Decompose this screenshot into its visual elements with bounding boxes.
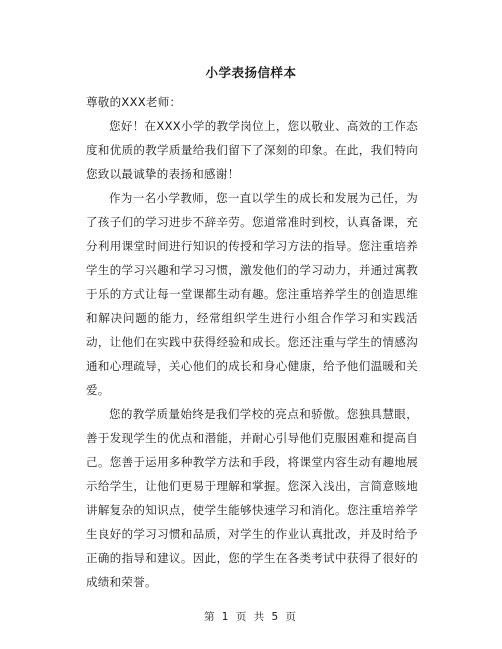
paragraph-greeting: 您好！在XXX小学的教学岗位上，您以敬业、高效的工作态度和优质的教学质量给我们留下了深刻的印象。在此，我们特向您致以最诚挚的表扬和感谢！: [86, 119, 418, 181]
paragraph-teaching-quality: 您的教学质量始终是我们学校的亮点和骄傲。您独具慧眼，善于发现学生的优点和潜能，并耐心引导他们克服困难和提高自己。您善于运用多种教学方法和手段，将课堂内容生动有趣地展示给学生，让他们更易于理解和掌握。您深入浅出，言简意赅地讲解复杂的知识点，使学生能够快速学习和消化。您注重培养学生良好的学习习惯和品质，对学生的作业认真批改，并及时给予正确的指导和建议。因此，您的学生在各类考试中获得了很好的成绩和荣誉。: [86, 407, 418, 589]
document-title: 小学表扬信样本: [205, 65, 297, 80]
paragraph-dedication: 作为一名小学教师，您一直以学生的成长和发展为己任，为了孩子们的学习进步不辞辛劳。您道常准时到校，认真备课，充分利用课堂时间进行知识的传授和学习方法的指导。您注重培养学生的学习兴趣和学习习惯，激发他们的学习动力，并通过寓教于乐的方式让每一堂课都生动有趣。您注重培养学生的创造思维和解决问题的能力，经常组织学生进行小组合作学习和实践活动，让他们在实践中获得经验和成长。您还注重与学生的情感沟通和心理疏导，关心他们的成长和身心健康，给予他们温暖和关爱。: [86, 191, 418, 397]
letter-body: [86, 114, 418, 594]
salutation: 尊敬的XXX老师：: [86, 95, 182, 109]
page-number: 第 1 页 共 5 页: [203, 611, 299, 623]
